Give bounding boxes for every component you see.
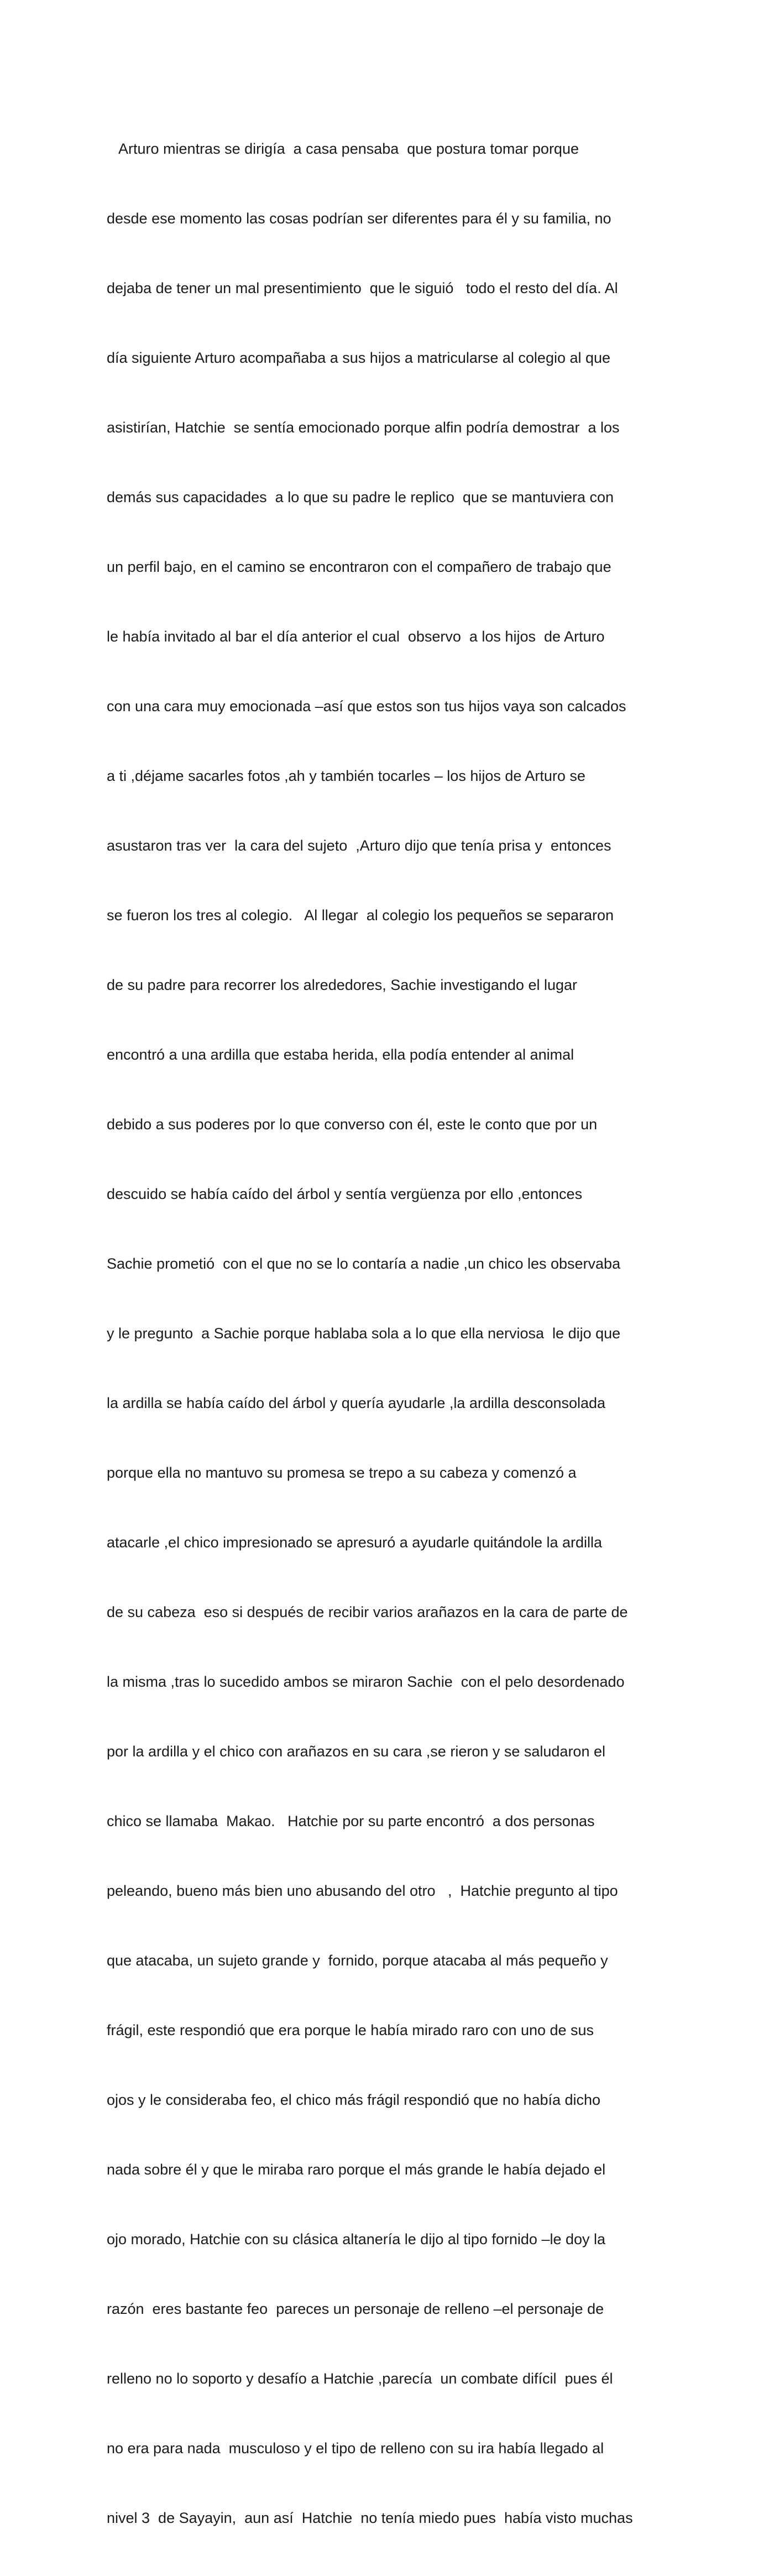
text-line: peleando, bueno más bien uno abusando del otro , Hatchie pregunto al tipo [107,1883,618,1899]
text-line: debido a sus poderes por lo que converso con él, este le conto que por un [107,1116,598,1133]
text-line: la ardilla se había caído del árbol y quería ayudarle ,la ardilla desconsolada [107,1395,606,1411]
text-line: relleno no lo soporto y desafío a Hatchie ,parecía un combate difícil pues él [107,2370,613,2387]
text-line: un perfil bajo, en el camino se encontraron con el compañero de trabajo que [107,559,611,575]
text-line: se fueron los tres al colegio. Al llegar al colegio los pequeños se separaron [107,907,614,924]
text-line: ojos y le consideraba feo, el chico más frágil respondió que no había dicho [107,2092,601,2108]
text-line: desde ese momento las cosas podrían ser diferentes para él y su familia, no [107,210,611,227]
text-line: con una cara muy emocionada –así que estos son tus hijos vaya son calcados [107,698,626,715]
text-line: que atacaba, un sujeto grande y fornido, porque atacaba al más pequeño y [107,1952,608,1969]
text-line: encontró a una ardilla que estaba herida, ella podía entender al animal [107,1046,574,1063]
text-line: atacarle ,el chico impresionado se apresuró a ayudarle quitándole la ardilla [107,1534,603,1551]
text-line: no era para nada musculoso y el tipo de relleno con su ira había llegado al [107,2440,604,2457]
text-line: y le pregunto a Sachie porque hablaba sola a lo que ella nerviosa le dijo que [107,1325,621,1342]
text-line: le había invitado al bar el día anterior el cual observo a los hijos de Arturo [107,628,605,645]
text-line: Arturo mientras se dirigía a casa pensaba que postura tomar porque [107,140,579,157]
text-line: frágil, este respondió que era porque le había mirado raro con uno de sus [107,2022,594,2038]
text-line: demás sus capacidades a lo que su padre le replico que se mantuviera con [107,489,614,505]
text-line: dejaba de tener un mal presentimiento que le siguió todo el resto del día. Al [107,280,618,296]
text-line: asistirían, Hatchie se sentía emocionado porque alfin podría demostrar a los [107,419,620,436]
text-line: la misma ,tras lo sucedido ambos se miraron Sachie con el pelo desordenado [107,1673,625,1690]
text-line: a ti ,déjame sacarles fotos ,ah y también tocarles – los hijos de Arturo se [107,768,585,784]
text-line: nada sobre él y que le miraba raro porque el más grande le había dejado el [107,2161,606,2178]
text-line: razón eres bastante feo pareces un personaje de relleno –el personaje de [107,2301,604,2317]
text-line: descuido se había caído del árbol y sentía vergüenza por ello ,entonces [107,1186,583,1202]
text-line: chico se llamaba Makao. Hatchie por su parte encontró a dos personas [107,1813,595,1829]
text-line: asustaron tras ver la cara del sujeto ,Arturo dijo que tenía prisa y entonces [107,837,611,854]
text-line: por la ardilla y el chico con arañazos en su cara ,se rieron y se saludaron el [107,1743,605,1760]
text-line: de su padre para recorrer los alrededores, Sachie investigando el lugar [107,977,578,993]
body-text [107,91,676,2576]
text-line: Sachie prometió con el que no se lo contaría a nadie ,un chico les observaba [107,1255,621,1272]
text-line: nivel 3 de Sayayin, aun así Hatchie no tenía miedo pues había visto muchas [107,2510,633,2526]
text-line: porque ella no mantuvo su promesa se trepo a su cabeza y comenzó a [107,1464,577,1481]
text-line: ojo morado, Hatchie con su clásica altanería le dijo al tipo fornido –le doy la [107,2231,606,2248]
text-line: día siguiente Arturo acompañaba a sus hijos a matricularse al colegio al que [107,350,611,366]
text-line: de su cabeza eso si después de recibir varios arañazos en la cara de parte de [107,1604,628,1620]
